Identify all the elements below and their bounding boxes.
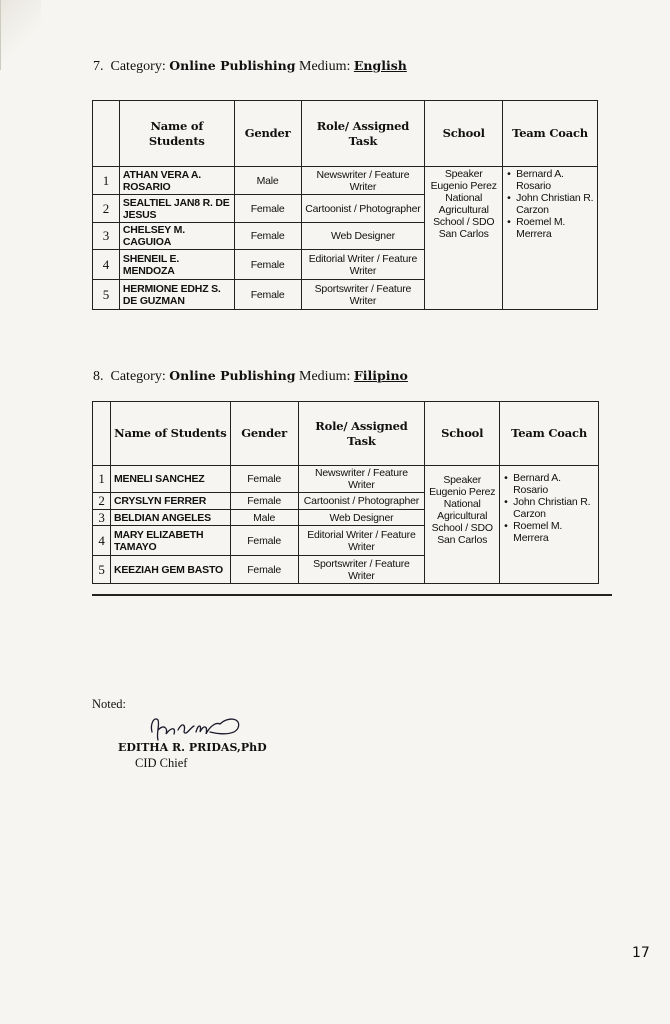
student-role: Newswriter / Feature Writer [301,167,425,195]
student-name: CRYSLYN FERRER [110,493,230,510]
signer-title: CID Chief [135,756,188,770]
header-name: Name of Students [119,101,234,167]
header-coach: Team Coach [500,402,599,466]
row-number: 3 [93,510,111,526]
header-no [93,402,111,466]
row-number: 2 [93,195,120,223]
coach-item: • Roemel M. Merrera [503,520,595,544]
student-role: Web Designer [298,510,425,526]
section-7-heading: 7. Category: Online Publishing Medium: English [93,58,407,74]
school-cell: Speaker Eugenio Perez National Agricultural School / SDO San Carlos [425,466,500,584]
coach-item: • John Christian R. Carzon [503,496,595,520]
row-number: 5 [93,280,120,310]
coach-item: • John Christian R. Carzon [506,192,594,216]
section-8-heading: 8. Category: Online Publishing Medium: Filipino [93,368,408,384]
student-role: Sportswriter / Feature Writer [301,280,425,310]
student-gender: Male [230,510,298,526]
student-gender: Female [230,556,298,584]
coach-cell [500,466,599,584]
row-number: 1 [93,466,111,493]
student-name: BELDIAN ANGELES [110,510,230,526]
student-gender: Female [234,195,301,223]
coach-item: • Bernard A. Rosario [503,472,595,496]
row-number: 3 [93,223,120,250]
table-header-row [93,402,599,466]
header-no [93,101,120,167]
student-name: KEEZIAH GEM BASTO [110,556,230,584]
student-name: MENELI SANCHEZ [110,466,230,493]
student-name: ATHAN VERA A. ROSARIO [119,167,234,195]
student-gender: Female [234,223,301,250]
student-role: Cartoonist / Photographer [298,493,425,510]
student-name: MARY ELIZABETH TAMAYO [110,526,230,556]
section-7-table [92,100,598,310]
page-fold-corner [0,0,41,70]
student-gender: Male [234,167,301,195]
noted-label: Noted: [92,697,127,711]
school-cell: Speaker Eugenio Perez National Agricultural School / SDO San Carlos [425,167,503,310]
coach-cell [503,167,598,310]
section-8-table [92,401,599,584]
student-gender: Female [230,526,298,556]
student-gender: Female [234,280,301,310]
student-gender: Female [230,493,298,510]
header-coach: Team Coach [503,101,598,167]
row-number: 2 [93,493,111,510]
student-role: Editorial Writer / Feature Writer [298,526,425,556]
student-gender: Female [234,250,301,280]
student-role: Editorial Writer / Feature Writer [301,250,425,280]
table-row [93,167,598,195]
row-number: 4 [93,250,120,280]
row-number: 4 [93,526,111,556]
header-gender: Gender [230,402,298,466]
table-header-row [93,101,598,167]
student-role: Newswriter / Feature Writer [298,466,425,493]
coach-item: • Roemel M. Merrera [506,216,594,240]
student-role: Cartoonist / Photographer [301,195,425,223]
header-school: School [425,101,503,167]
header-gender: Gender [234,101,301,167]
student-name: CHELSEY M. CAGUIOA [119,223,234,250]
student-gender: Female [230,466,298,493]
page-number: 17 [632,945,650,961]
section-divider [92,594,612,596]
table-row [93,466,599,493]
header-role: Role/ Assigned Task [298,402,425,466]
header-name: Name of Students [110,402,230,466]
student-name: SEALTIEL JAN8 R. DE JESUS [119,195,234,223]
header-school: School [425,402,500,466]
student-name: SHENEIL E. MENDOZA [119,250,234,280]
signer-name: EDITHA R. PRIDAS,PhD [118,741,267,754]
student-role: Web Designer [301,223,425,250]
student-name: HERMIONE EDHZ S. DE GUZMAN [119,280,234,310]
header-role: Role/ Assigned Task [301,101,425,167]
student-role: Sportswriter / Feature Writer [298,556,425,584]
coach-item: • Bernard A. Rosario [506,168,594,192]
row-number: 5 [93,556,111,584]
row-number: 1 [93,167,120,195]
